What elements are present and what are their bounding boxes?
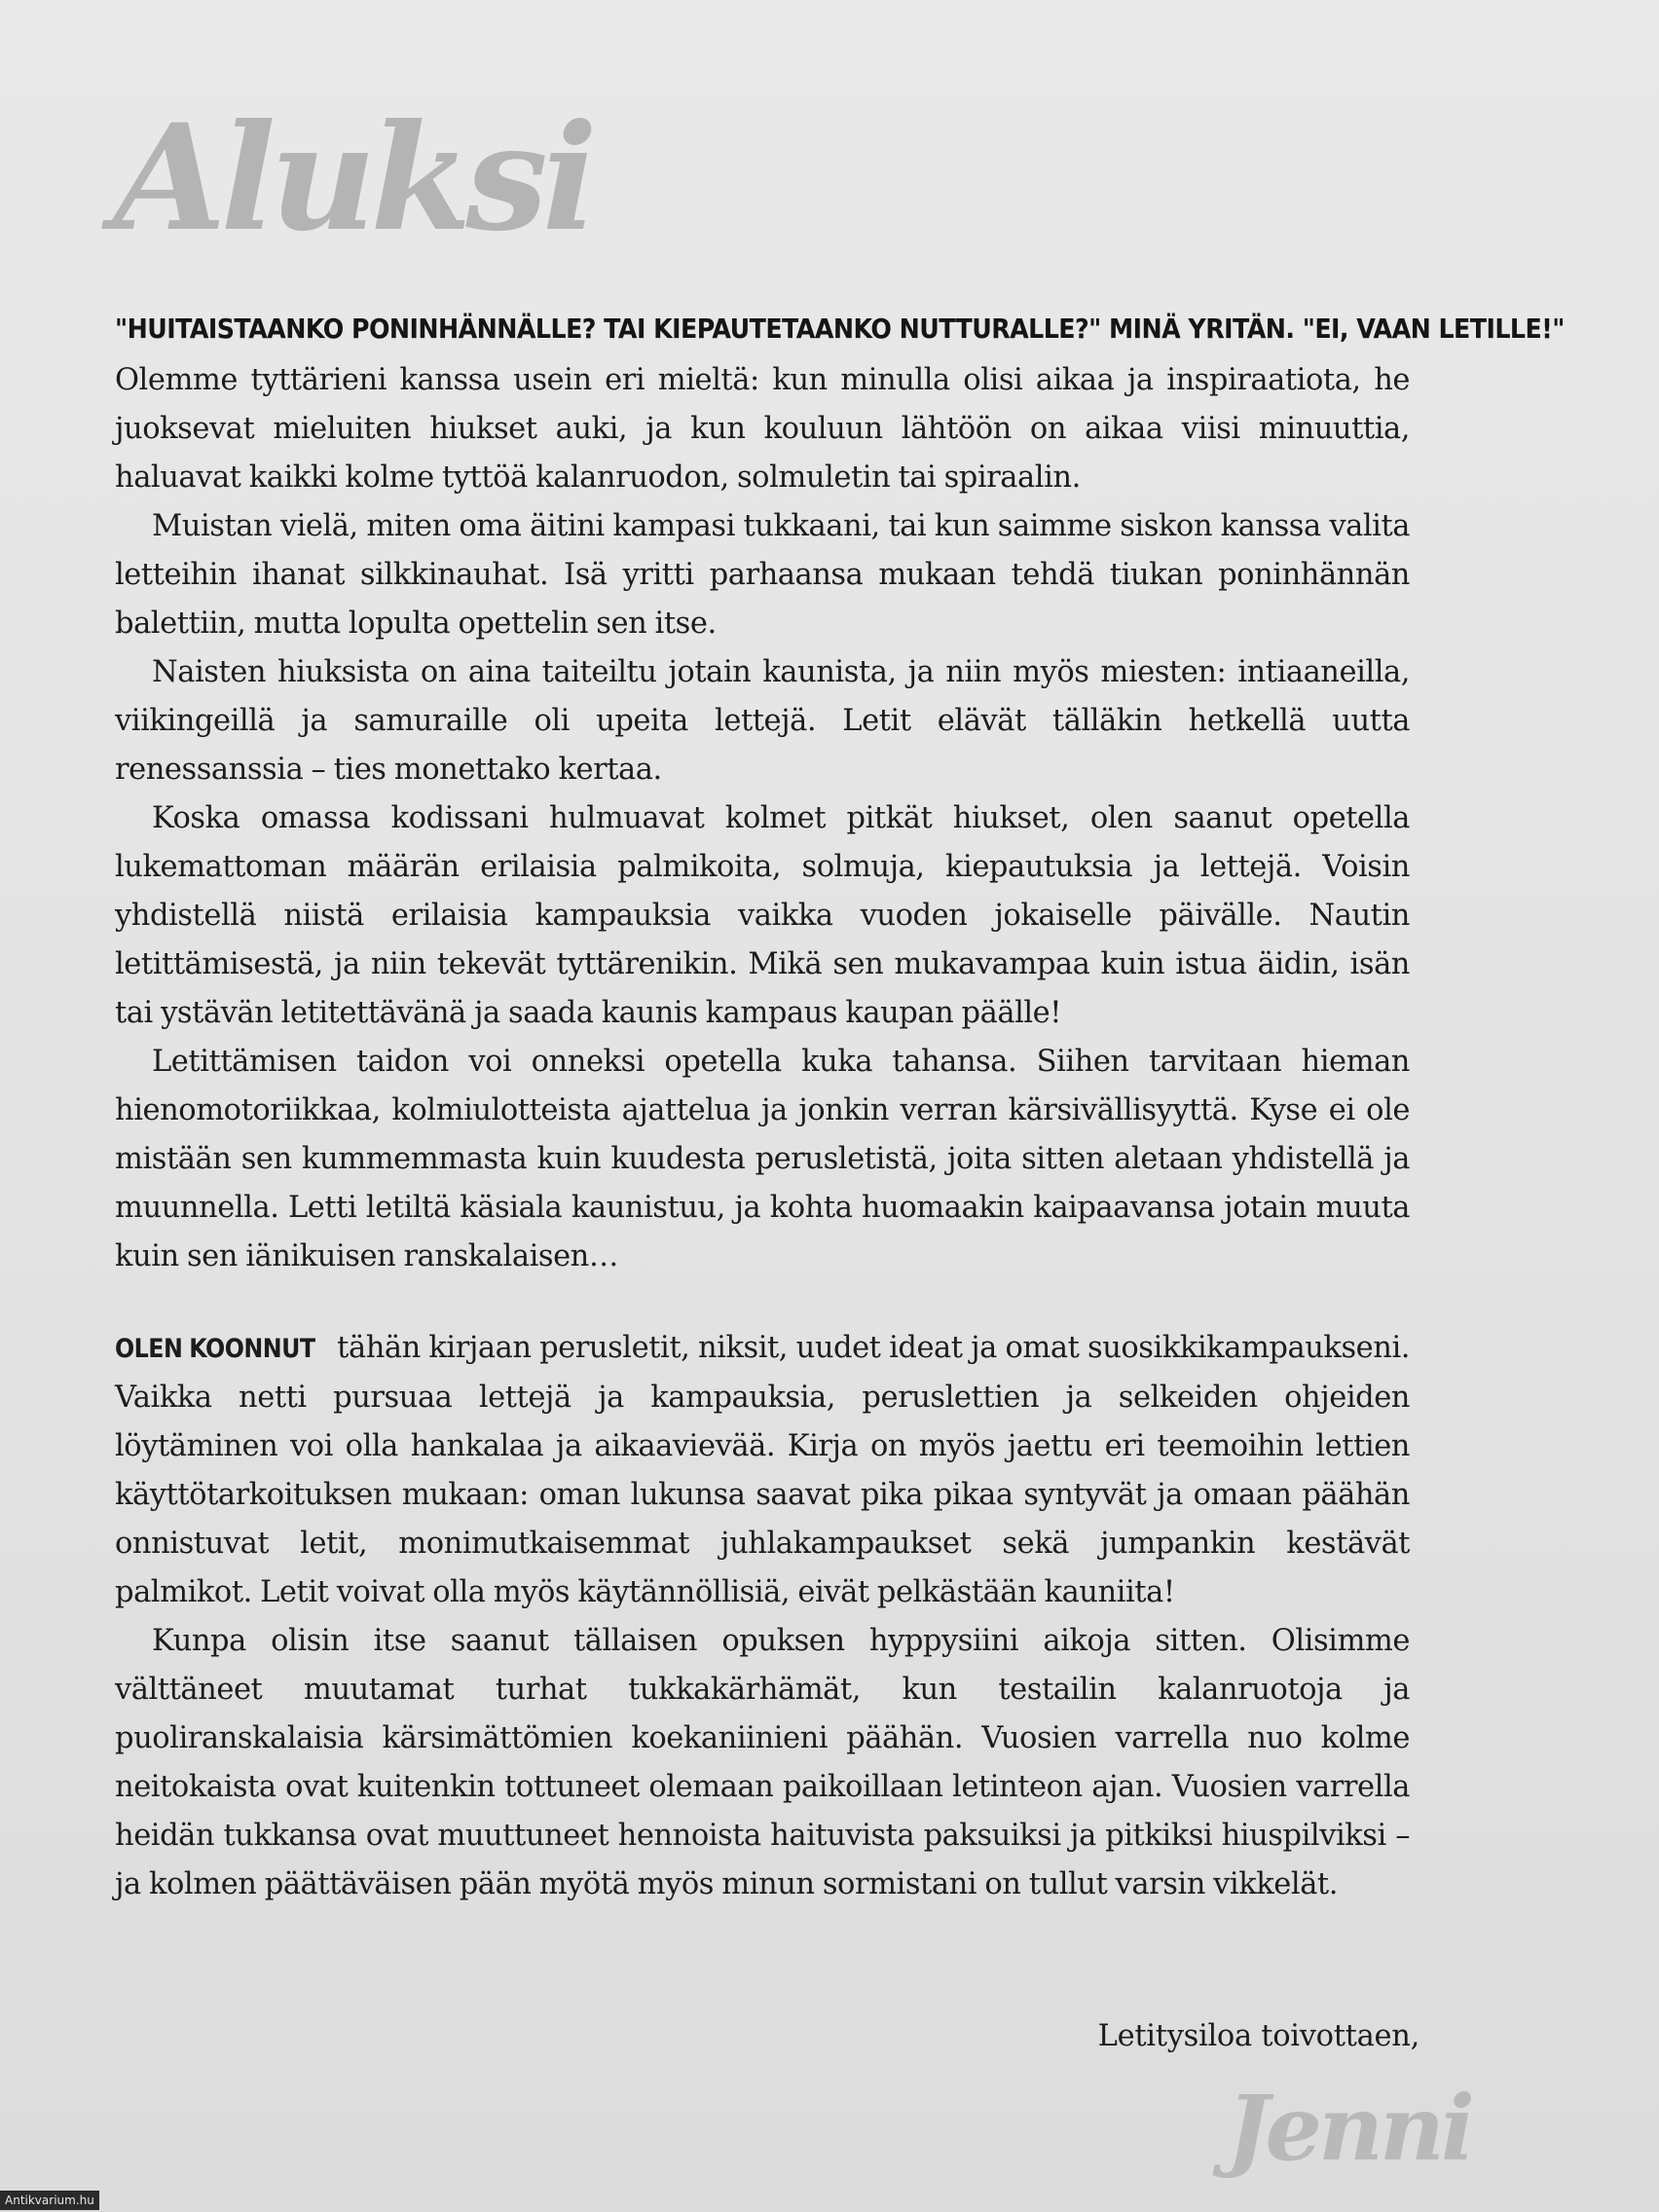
paragraph-3: Naisten hiuksista on aina taiteiltu jotain kaunista, ja niin myös miesten: intiaaneilla, viikingeillä ja samuraille oli upeita lettejä. Letit elävät tälläkin hetkellä uutta renessanssia – ties monettako kertaa.	[115, 655, 1410, 787]
signature	[1219, 2064, 1471, 2191]
body-text	[115, 310, 1565, 1909]
closing-line: Letitysiloa toivottaen,	[1097, 2019, 1419, 2053]
paragraph-7: Kunpa olisin itse saanut tällaisen opuksen hyppysiini aikoja sitten. Olisimme välttäneet muutamat turhat tukkakärhämät, kun testailin kalanruotoja ja puoliranskalaisia kärsimättömien koekaniinieni päähän. Vuosien varrella nuo kolme neitokaista ovat kuitenkin tottuneet olemaan paikoillaan letinteon ajan. Vuosien varrella heidän tukkansa ovat muuttuneet hennoista haituvista paksuiksi ja pitkiksi hiuspilviksi – ja kolmen päättäväisen pään myötä myös minun sormistani on tullut varsin vikkelät.	[115, 1624, 1410, 1901]
paragraph-6-text: tähän kirjaan perusletit, niksit, uudet ideat ja omat suosikkikampaukseni. Vaikka netti pursuaa lettejä ja kampauksia, peruslettien ja selkeiden ohjeiden löytäminen voi olla hankalaa ja aikaavievää. Kirja on myös jaettu eri teemoihin lettien käyttötarkoituksen mukaan: oman lukunsa saavat pika pikaa syntyvät ja omaan päähän onnistuvat letit, monimutkaisemmat juhlakampaukset sekä jumpankin kestävät palmikot. Letit voivat olla myös käytännöllisiä, eivät pelkästään kauniita!	[115, 1331, 1410, 1609]
paragraph-2: Muistan vielä, miten oma äitini kampasi tukkaani, tai kun saimme siskon kanssa valita letteihin ihanat silkkinauhat. Isä yritti parhaansa mukaan tehdä tiukan poninhännän balettiin, mutta lopulta opettelin sen itse.	[115, 509, 1410, 641]
watermark: Antikvarium.hu	[0, 2191, 99, 2210]
chapter-heading-text: Aluksi	[113, 92, 592, 264]
runin-heading: OLEN KOONNUT	[115, 1334, 315, 1364]
paragraph-1: Olemme tyttärieni kanssa usein eri mieltä: kun minulla olisi aikaa ja inspiraatiota, he juoksevat mieluiten hiukset auki, ja kun kouluun lähtöön on aikaa viisi minuuttia, haluavat kaikki kolme tyttöä kalanruodon, solmuletin tai spiraalin.	[115, 363, 1410, 495]
paragraph-4: Koska omassa kodissani hulmuavat kolmet pitkät hiukset, olen saanut opetella lukemattoman määrän erilaisia palmikoita, solmuja, kiepautuksia ja lettejä. Voisin yhdistellä niistä erilaisia kampauksia vaikka vuoden jokaiselle päivälle. Nautin letittämisestä, ja niin tekevät tyttärenikin. Mikä sen mukavampaa kuin istua äidin, isän tai ystävän letitettävänä ja saada kaunis kampaus kaupan päälle!	[115, 801, 1410, 1030]
lead-quote: "HUITAISTAANKO PONINHÄNNÄLLE? TAI KIEPAUTETAANKO NUTTURALLE?" MINÄ YRITÄN. "EI, VAAN LETILLE!"	[115, 313, 1565, 345]
paragraph-5: Letittämisen taidon voi onneksi opetella kuka tahansa. Siihen tarvitaan hieman hienomotoriikkaa, kolmiulotteista ajattelua ja jonkin verran kärsivällisyyttä. Kyse ei ole mistään sen kummemmasta kuin kuudesta perusletistä, joita sitten aletaan yhdistellä ja muunnella. Letti letiltä käsiala kaunistuu, ja kohta huomaakin kaipaavansa jotain muuta kuin sen iänikuisen ranskalaisen…	[115, 1045, 1410, 1273]
chapter-heading	[109, 92, 592, 264]
paragraph-6	[115, 1324, 1410, 1617]
signature-text: Jenni	[1227, 2076, 1471, 2181]
